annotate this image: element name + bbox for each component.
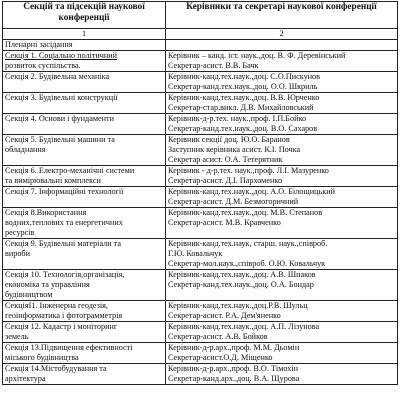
section-name-line: обладнання	[5, 145, 46, 154]
section-staff-cell	[166, 114, 398, 135]
section-name-cell	[3, 301, 166, 322]
section-name-line: Секція 6. Електро-механічні системи	[5, 166, 135, 175]
section-name-line: Секція 8.Використання	[5, 208, 87, 217]
header-staff: Керівники та секретарі наукової конференції	[166, 2, 398, 29]
column-number-row	[3, 29, 398, 40]
section-name-line: Секція 14.Містобудування та	[5, 364, 107, 373]
section-name-line: Секція 2. Будівельна механіка	[5, 72, 110, 81]
table-row	[3, 301, 398, 322]
section-staff-cell	[166, 93, 398, 114]
staff-line: Керівник-канд.тех.наук.,доц. М.В. Степанов	[168, 208, 323, 217]
staff-line: Керівник-канд.тех.наук.,доц.Р.В. Шульц	[168, 301, 308, 310]
staff-line: Г.Ю. Ковальчук	[168, 249, 223, 258]
section-name-cell	[3, 93, 166, 114]
section-name-cell	[3, 239, 166, 270]
staff-line: Керівник - д-р.тех. наук.,проф. Л.І. Мазуренко	[168, 166, 329, 175]
section-name-line: Секція 5. Будівельні машини та	[5, 135, 115, 144]
table-row	[3, 364, 398, 385]
section-staff-cell	[166, 239, 398, 270]
section-name-line: будівництвом	[5, 290, 53, 299]
staff-line: Керівник – канд. іст. наук.,доц. В. Ф. Деревінський	[168, 51, 346, 60]
staff-line: Керівник секції доц. Ю.О. Баранов	[168, 135, 290, 144]
section-name-line: вироби	[5, 249, 30, 258]
table-row	[3, 114, 398, 135]
plenary-row	[3, 40, 398, 51]
section-name-line: Секція 4. Основи і фундаменти	[5, 114, 114, 123]
table-row	[3, 208, 398, 239]
staff-line: Секретар-асист. Д.І. Пархоменко	[168, 176, 283, 185]
section-name-cell	[3, 364, 166, 385]
header-sections: Секцій та підсекцій наукової конференції	[3, 2, 166, 29]
section-staff-cell	[166, 187, 398, 208]
section-staff-cell	[166, 135, 398, 166]
header-row	[3, 2, 398, 29]
table-row	[3, 187, 398, 208]
table-row	[3, 93, 398, 114]
table-row	[3, 51, 398, 72]
section-name-line: Секція 9. Будівельні матеріали та	[5, 239, 121, 248]
staff-line: Секретар-канд.тех.наук.,доц. О.О. Шкриль	[168, 82, 318, 91]
section-staff-cell	[166, 208, 398, 239]
plenary-label: Пленарні засідання	[3, 40, 166, 51]
table-row	[3, 72, 398, 93]
section-name-cell	[3, 270, 166, 301]
section-name-cell	[3, 72, 166, 93]
staff-line: Керівник-канд.тех.наук.,доц. С.О.Пискунов	[168, 72, 321, 81]
staff-line: Керівник-канд.тех.наук.,доц. А.О. Білощицький	[168, 187, 335, 196]
section-name-line: Секція 13.Підвищення ефективності	[5, 343, 133, 352]
sections-table	[2, 1, 398, 385]
section-staff-cell	[166, 51, 398, 72]
table-row	[3, 343, 398, 364]
staff-line: Керівник-канд.тех.наук.,доц. А.В. Шпаков	[168, 270, 316, 279]
staff-line: Секретар-мол.наук.,співроб. О.Ю. Ковальчук	[168, 259, 326, 268]
section-name-cell	[3, 51, 166, 72]
section-name-line: земель	[5, 332, 29, 341]
section-name-cell	[3, 322, 166, 343]
staff-line: Керівник-д-р.арх.,проф. М.М. Дьомін	[168, 343, 300, 352]
staff-line: Секретар-асист. А.В. Бойков	[168, 332, 268, 341]
column-number-1: 1	[3, 29, 166, 40]
staff-line: Заступник керівника асист. К.І. Почка	[168, 145, 301, 154]
staff-line: Секретар-канд.арх.,доц. В.А. Щурова	[168, 374, 300, 383]
staff-line: Секретар-канд.тех.наук.,доц. В.О. Сахаров	[168, 124, 318, 133]
staff-line: Керівник-д-р.тех. наук.,проф. І.П.Бойко	[168, 114, 307, 123]
staff-line: Керівник-канд.тех.наук, старш. наук.,співроб.	[168, 239, 328, 248]
section-name-line: водних,теплових та енергетичних	[5, 218, 123, 227]
table-row	[3, 166, 398, 187]
section-name-line: СекціяІ1. Інженерна геодезія,	[5, 301, 108, 310]
section-staff-cell	[166, 343, 398, 364]
section-staff-cell	[166, 322, 398, 343]
plenary-empty	[166, 40, 398, 51]
section-staff-cell	[166, 72, 398, 93]
column-number-2: 2	[166, 29, 398, 40]
staff-line: Керівник-канд.тех.наук.,доц. В.В. Юрченко	[168, 93, 320, 102]
section-name-cell	[3, 343, 166, 364]
staff-line: Секретар-асист. Р.А. Дем'яненко	[168, 311, 281, 320]
section-name-line: та вимірювальні комплекси	[5, 176, 101, 185]
staff-line: Секретар-асист.О.Д. Міщенко	[168, 353, 273, 362]
table-row	[3, 239, 398, 270]
section-name-cell	[3, 135, 166, 166]
section-name-line: геоінформатика і фотограмметрія	[5, 311, 123, 320]
staff-line: Секретар-стар.викл. Д.В. Михайловський	[168, 103, 314, 112]
staff-line: Секретар-асист. В.В. Бачк	[168, 61, 259, 70]
section-name-line: економіка та управління	[5, 280, 90, 289]
section-name-line: Секція 1. Соціально політичний	[5, 51, 118, 60]
section-name-line: міського будівництва	[5, 353, 79, 362]
staff-line: Секретар-асист. М.В. Кравченко	[168, 218, 281, 227]
section-name-line: Секція 12. Кадастр і моніторинг	[5, 322, 118, 331]
section-name-cell	[3, 166, 166, 187]
section-staff-cell	[166, 301, 398, 322]
section-name-line: ресурсів	[5, 228, 35, 237]
staff-line: Секретар-асист. Д.М. Безмогоричний	[168, 197, 299, 206]
staff-line: Керівник-д-р.арх.,проф. В.О. Тімохін	[168, 364, 299, 373]
section-staff-cell	[166, 166, 398, 187]
section-staff-cell	[166, 364, 398, 385]
section-name-line: архітектура	[5, 374, 46, 383]
staff-line: Керівник-канд.тех.наук.,доц. А.П. Лізунова	[168, 322, 320, 331]
section-name-cell	[3, 208, 166, 239]
section-name-cell	[3, 187, 166, 208]
section-name-line: розвиток суспільства.	[5, 61, 81, 70]
section-name-line: Секція 7. Інформаційні технології	[5, 187, 124, 196]
section-staff-cell	[166, 270, 398, 301]
section-name-line: Секція 10. Технологія,організація,	[5, 270, 125, 279]
staff-line: Секретар-канд.тех.наук.,доц. О.А. Бондар	[168, 280, 314, 289]
staff-line: Секретар асист. О.А. Тетерятник	[168, 155, 283, 164]
section-name-line: Секція 3. Будівельні конструкції	[5, 93, 118, 102]
table-row	[3, 270, 398, 301]
table-row	[3, 322, 398, 343]
table-row	[3, 135, 398, 166]
section-name-cell	[3, 114, 166, 135]
